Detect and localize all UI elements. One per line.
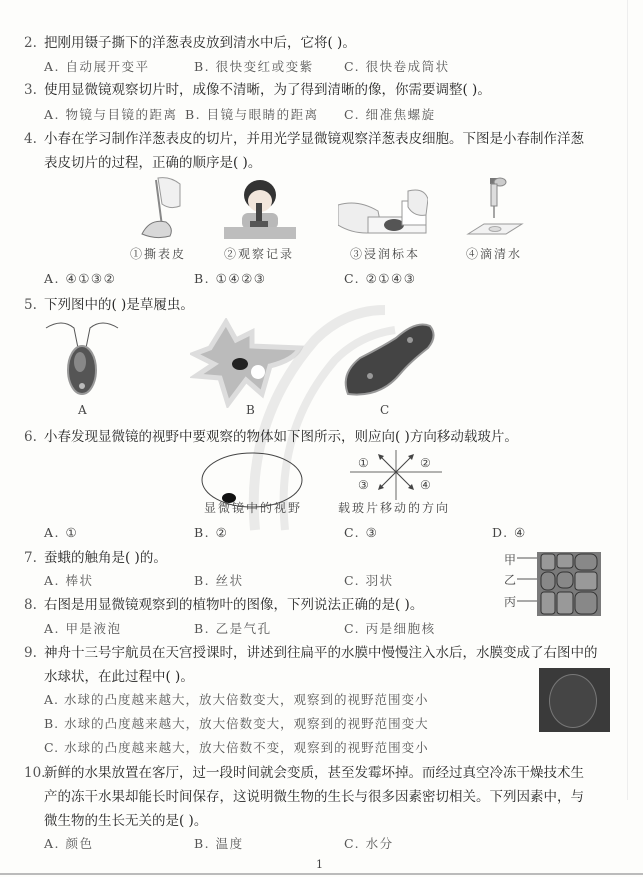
question-number: 8. xyxy=(24,597,37,613)
label-bing: 丙 xyxy=(504,595,517,609)
option-b[interactable]: B. 丝状 xyxy=(194,573,244,588)
figure-caption: ②观察记录 xyxy=(224,247,295,261)
question-stem: 小春在学习制作洋葱表皮的切片，并用光学显微镜观察洋葱表皮细胞。下图是小春制作洋葱 xyxy=(44,131,584,147)
question-10 xyxy=(24,764,584,782)
figure-caption: ④滴清水 xyxy=(466,247,523,261)
question-3 xyxy=(24,81,491,99)
option-b[interactable]: B. 乙是气孔 xyxy=(194,621,272,636)
question-9 xyxy=(24,644,598,662)
figure-label-a: A xyxy=(78,403,89,417)
option-a[interactable]: A. 水球的凸度越来越大，放大倍数变大，观察到的视野范围变小 xyxy=(44,692,429,707)
direction-label-4: ④ xyxy=(420,478,431,492)
option-b[interactable]: B. 温度 xyxy=(194,836,244,851)
question-number: 2. xyxy=(24,35,37,51)
option-c[interactable]: C. 水球的凸度越来越大，放大倍数不变，观察到的视野范围变小 xyxy=(44,740,429,755)
paramecium-icon xyxy=(340,318,440,404)
water-ball-photo xyxy=(539,668,610,732)
option-c[interactable]: C. 很快卷成筒状 xyxy=(344,59,450,74)
label-jia: 甲 xyxy=(504,553,517,567)
question-stem: 蚕蛾的触角是( )的。 xyxy=(44,550,167,566)
figure-label-b: B xyxy=(246,403,257,417)
question-5 xyxy=(24,296,194,314)
question-number: 7. xyxy=(24,550,37,566)
option-a[interactable]: A. 棒状 xyxy=(44,573,94,588)
figure-caption: 载玻片移动的方向 xyxy=(338,501,451,515)
figure-label-c: C xyxy=(380,403,392,417)
option-c[interactable]: C. 丙是细胞核 xyxy=(344,621,436,636)
label-yi: 乙 xyxy=(504,573,517,587)
direction-label-2: ② xyxy=(420,456,431,470)
option-a[interactable]: A. 物镜与目镜的距离 xyxy=(44,107,178,122)
option-d[interactable]: D. ④ xyxy=(492,525,527,540)
option-a[interactable]: A. ④①③② xyxy=(44,271,117,286)
question-stem-cont: 水球状，在此过程中( )。 xyxy=(44,669,194,685)
option-b[interactable]: B. ①④②③ xyxy=(194,271,267,286)
question-stem: 小春发现显微镜的视野中要观察的物体如下图所示，则应向( )方向移动载玻片。 xyxy=(44,429,518,445)
question-stem: 神舟十三号宇航员在天宫授课时，讲述到往扁平的水膜中慢慢注入水后，水膜变成了右图中的 xyxy=(44,645,598,661)
option-c[interactable]: C. 细准焦螺旋 xyxy=(344,107,436,122)
question-number: 9. xyxy=(24,645,37,661)
right-margin-line xyxy=(627,0,628,800)
option-a[interactable]: A. 甲是液泡 xyxy=(44,621,122,636)
figure-caption: ③浸润标本 xyxy=(350,247,421,261)
page-bottom-border xyxy=(0,873,643,875)
question-stem: 把刚用镊子撕下的洋葱表皮放到清水中后，它将( )。 xyxy=(44,35,356,51)
question-6 xyxy=(24,428,518,446)
question-stem: 右图是用显微镜观察到的植物叶的图像，下列说法正确的是( )。 xyxy=(44,597,424,613)
tweezers-peeling-icon xyxy=(130,176,190,240)
option-b[interactable]: B. 很快变红或变紫 xyxy=(194,59,314,74)
option-c[interactable]: C. 羽状 xyxy=(344,573,394,588)
question-stem-cont: 表皮切片的过程，正确的顺序是( )。 xyxy=(44,155,262,171)
figure-caption: ①撕表皮 xyxy=(130,247,187,261)
question-stem-cont: 产的冻干水果却能长时间保存，这说明微生物的生长与很多因素密切相关。下列因素中，与 xyxy=(44,789,584,805)
figure-caption: 显微镜中的视野 xyxy=(204,501,303,515)
question-2 xyxy=(24,34,356,52)
euglena-icon xyxy=(42,318,122,396)
option-b[interactable]: B. 水球的凸度越来越大，放大倍数变大，观察到的视野范围变大 xyxy=(44,716,429,731)
question-stem: 新鲜的水果放置在客厅，过一段时间就会变质，甚至发霉坏掉。而经过真空冷冻干燥技术生 xyxy=(44,765,584,781)
question-number: 10. xyxy=(24,765,46,781)
question-stem: 下列图中的( )是草履虫。 xyxy=(44,297,194,313)
direction-label-1: ① xyxy=(358,456,369,470)
question-stem: 使用显微镜观察切片时，成像不清晰，为了得到清晰的像，你需要调整( )。 xyxy=(44,82,491,98)
option-a[interactable]: A. 自动展开变平 xyxy=(44,59,150,74)
option-c[interactable]: C. 水分 xyxy=(344,836,394,851)
question-number: 3. xyxy=(24,82,37,98)
question-number: 5. xyxy=(24,297,37,313)
leaf-cells-image xyxy=(517,552,601,616)
boy-microscope-icon xyxy=(222,177,298,241)
amoeba-icon xyxy=(190,318,310,408)
option-c[interactable]: C. ③ xyxy=(344,525,379,540)
question-stem-cont: 微生物的生长无关的是( )。 xyxy=(44,813,208,829)
option-b[interactable]: B. 目镜与眼睛的距离 xyxy=(185,107,319,122)
slide-staining-icon xyxy=(338,185,428,239)
question-4 xyxy=(24,130,584,148)
option-c[interactable]: C. ②①④③ xyxy=(344,271,417,286)
question-8 xyxy=(24,596,423,614)
question-number: 4. xyxy=(24,131,37,147)
option-a[interactable]: A. 颜色 xyxy=(44,836,94,851)
option-b[interactable]: B. ② xyxy=(194,525,229,540)
question-7 xyxy=(24,549,167,567)
dropper-slide-icon xyxy=(464,176,524,240)
option-a[interactable]: A. ① xyxy=(44,525,79,540)
direction-label-3: ③ xyxy=(358,478,369,492)
question-number: 6. xyxy=(24,429,37,445)
page-number: 1 xyxy=(316,858,323,871)
